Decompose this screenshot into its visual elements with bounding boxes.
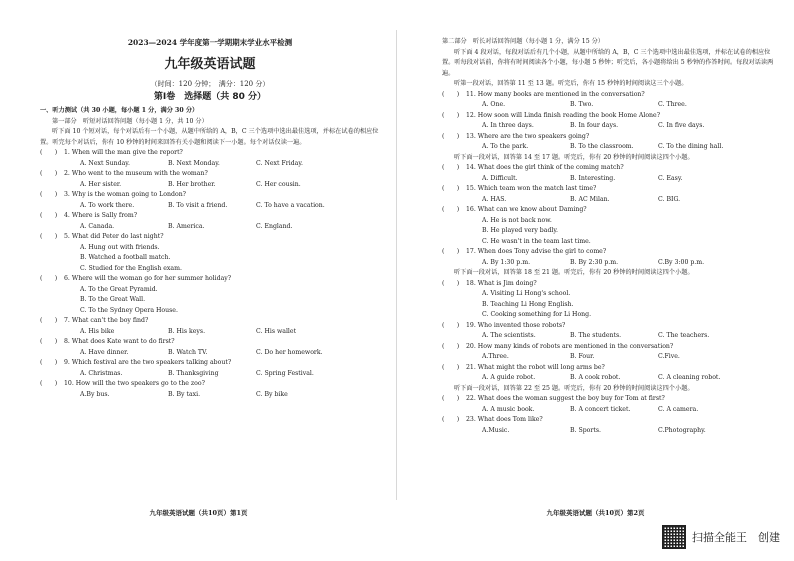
- question-row: [442, 205, 777, 216]
- answer-option: C. Spring Festival.: [256, 369, 314, 377]
- answer-bracket[interactable]: ( ): [40, 212, 58, 219]
- question-row: [40, 169, 380, 180]
- answer-bracket[interactable]: ( ): [40, 317, 58, 324]
- answer-option: B. By taxi.: [168, 390, 201, 398]
- answer-options: [40, 327, 380, 338]
- part-2-instructions: 听下面 4 段对话，每段对话后有几个小题，从题中所给的 A，B，C 三个选项中选出最佳选项，并标在试卷的相应位置。听每段对话前，你将有时间阅读各个小题，每小题 5 秒钟；听完后，各小题将给出 5 秒钟的作答时间。每段对话读两遍。: [442, 48, 774, 77]
- answer-option: B. To the Great Wall.: [80, 296, 146, 303]
- question-row: [40, 232, 380, 243]
- answer-options: [442, 426, 777, 437]
- answer-option: A. HAS.: [482, 195, 507, 203]
- question-row: [442, 394, 777, 405]
- answer-option: B. Watch TV.: [168, 348, 208, 356]
- page-1-footer: 九年级英语试题（共10页）第1页: [149, 509, 248, 517]
- answer-options: [442, 142, 777, 153]
- answer-bracket[interactable]: ( ): [40, 191, 58, 198]
- question-text: 3. Why is the woman going to London?: [64, 191, 186, 198]
- answer-option: C.By 3:00 p.m.: [658, 258, 705, 266]
- question-row: [442, 163, 777, 174]
- dialog-3-instructions: 听下面一段对话，回答第 18 至 21 题。听完后，你有 20 秒钟的时间阅读这四个小题。: [454, 269, 694, 276]
- answer-options: [40, 348, 380, 359]
- answer-option: A.Music.: [482, 426, 510, 434]
- question-row: [40, 190, 380, 201]
- question-row: [40, 379, 380, 390]
- answer-options: [40, 222, 380, 233]
- answer-options: [40, 180, 380, 191]
- answer-option: A. Next Sunday.: [80, 159, 130, 167]
- question-text: 8. What does Kate want to do first?: [64, 338, 175, 345]
- question-row: [442, 184, 777, 195]
- page-2: [397, 0, 794, 561]
- answer-option: C. BIG.: [658, 195, 681, 203]
- answer-option: B. To the classroom.: [570, 143, 634, 150]
- question-row: [40, 148, 380, 159]
- answer-option: C. The teachers.: [658, 332, 710, 339]
- answer-option: A. Difficult.: [482, 174, 518, 182]
- answer-bracket[interactable]: ( ): [442, 279, 460, 287]
- question-row: [442, 247, 777, 258]
- answer-option: C.Photography.: [658, 426, 706, 434]
- question-row: [442, 90, 777, 101]
- question-row: [40, 337, 380, 348]
- answer-bracket[interactable]: ( ): [442, 164, 460, 171]
- question-row: [40, 316, 380, 327]
- question-row: [442, 321, 777, 332]
- part-1-instructions: 听下面 10 个短对话，每个对话后有一个小题，从题中所给的 A，B，C 三个选项中选出最佳选项，并标在试卷的相应位置。听完每个对话后，你有 10 秒钟的时间来回答有关小题和阅读下一小题。每个对话仅读一遍。: [40, 128, 379, 146]
- question-row: [442, 342, 777, 353]
- answer-bracket[interactable]: ( ): [442, 90, 460, 98]
- answer-bracket[interactable]: ( ): [442, 185, 460, 192]
- question-group-2: [442, 163, 777, 268]
- dialog-4-instructions: 听下面一段对话，回答第 22 至 25 题。听完后，你有 20 秒钟的时间阅读这四个小题。: [454, 384, 694, 392]
- answer-option: B. A concert ticket.: [570, 405, 631, 413]
- answer-option: B. A cook robot.: [570, 374, 621, 381]
- question-text: 14. What does the girl think of the coming match?: [466, 164, 624, 171]
- answer-option: A. Have dinner.: [80, 348, 129, 356]
- answer-option: C. Studied for the English exam.: [80, 264, 182, 272]
- time-info: （时间：120 分钟； 满分：120 分）: [150, 80, 270, 88]
- question-group-1: [442, 90, 777, 153]
- answer-option: C. Her cousin.: [256, 180, 301, 188]
- answer-options: [40, 159, 380, 170]
- answer-option: B. Thanksgiving: [168, 369, 219, 377]
- question-text: 5. What did Peter do last night?: [64, 233, 164, 240]
- question-row: [442, 415, 777, 426]
- answer-bracket[interactable]: ( ): [40, 338, 58, 345]
- answer-bracket[interactable]: ( ): [442, 248, 460, 255]
- answer-option: B. Her brother.: [168, 180, 216, 188]
- answer-option: B. Watched a football match.: [80, 254, 171, 261]
- dialog-2-instructions: 听下面一段对话，回答第 14 至 17 题。听完后，你有 20 秒钟的时间阅读这四个小题。: [454, 153, 694, 161]
- answer-options: [442, 174, 777, 185]
- question-row: [40, 211, 380, 222]
- scanner-watermark: [662, 525, 780, 549]
- answer-option: C. By bike: [256, 390, 288, 398]
- question-text: 23. What does Tom like?: [466, 416, 543, 423]
- answer-option: C. Do her homework.: [256, 348, 323, 356]
- answer-option: A. Her sister.: [80, 180, 122, 188]
- answer-option: A. He is not back now.: [482, 216, 552, 224]
- question-text: 18. What is Jim doing?: [466, 279, 537, 287]
- question-text: 12. How soon will Linda finish reading the book Home Alone?: [466, 111, 661, 119]
- question-group-4: [442, 394, 777, 436]
- answer-option: B. Two.: [570, 101, 594, 108]
- question-text: 13. Where are the two speakers going?: [466, 132, 590, 140]
- answer-options: [40, 369, 380, 380]
- question-text: 21. What might the robot will long arms be?: [466, 363, 605, 371]
- answer-option: C. To the Sydney Opera House.: [80, 306, 178, 314]
- answer-option: A. To the Great Pyramid.: [80, 285, 158, 293]
- answer-bracket[interactable]: ( ): [442, 111, 460, 119]
- answer-option: A. A music book.: [482, 405, 535, 413]
- answer-option: C. England.: [256, 222, 293, 230]
- question-list-1: [40, 148, 380, 400]
- answer-options: [40, 390, 380, 401]
- answer-bracket[interactable]: ( ): [442, 132, 460, 140]
- question-text: 20. How many kinds of robots are mentioned in the conversation?: [466, 342, 674, 350]
- answer-options: [442, 121, 777, 132]
- answer-option: B. Four.: [570, 353, 595, 360]
- page-2-content: [442, 37, 777, 436]
- answer-options: [442, 258, 777, 269]
- question-text: 4. Where is Sally from?: [64, 212, 138, 219]
- answer-bracket[interactable]: ( ): [40, 359, 58, 366]
- answer-options: [40, 201, 380, 212]
- answer-option: A. One.: [482, 101, 506, 108]
- answer-options: [442, 352, 777, 363]
- part-1-heading: 第一部分 听短对话回答问题（每小题 1 分，共 10 分）: [52, 117, 208, 125]
- qr-code-icon: [662, 525, 686, 549]
- answer-option: B. Next Monday.: [168, 159, 220, 167]
- question-group-3: [442, 279, 777, 384]
- answer-option: C. Next Friday.: [256, 159, 303, 167]
- answer-bracket[interactable]: ( ): [40, 170, 58, 177]
- answer-option: A. Canada.: [80, 222, 115, 230]
- answer-option: B. America.: [168, 222, 205, 230]
- question-row: [442, 111, 777, 122]
- answer-option: C. To have a vacation.: [256, 201, 325, 209]
- answer-option: A. Christmas.: [80, 369, 123, 377]
- answer-option: C.Five.: [658, 353, 680, 360]
- answer-option: C. To the dining hall.: [658, 143, 724, 150]
- question-text: 11. How many books are mentioned in the conversation?: [466, 90, 645, 98]
- answer-option: B. The students.: [570, 332, 622, 339]
- page-1-content: [40, 37, 380, 400]
- volume-heading: 第Ⅰ卷 选择题（共 80 分）: [153, 92, 267, 102]
- answer-option: B. He played very badly.: [482, 227, 559, 234]
- section-1-heading: 一、听力测试（共 30 小题，每小题 1 分，满分 30 分）: [40, 107, 199, 114]
- answer-options: [442, 331, 777, 342]
- question-text: 22. What does the woman suggest the boy buy for Tom at first?: [466, 395, 665, 402]
- question-text: 19. Who invented those robots?: [466, 321, 566, 329]
- question-row: [442, 279, 777, 290]
- question-text: 16. What can we know about Daming?: [466, 206, 587, 213]
- answer-option: B. By 2:30 p.m.: [570, 258, 619, 266]
- answer-option: B. Teaching Li Hong English.: [482, 300, 574, 308]
- question-row: [40, 358, 380, 369]
- answer-bracket[interactable]: ( ): [40, 149, 58, 156]
- answer-options: [442, 100, 777, 111]
- exam-title: 九年级英语试题: [164, 57, 256, 72]
- answer-option: A. A guide robot.: [482, 374, 536, 381]
- question-row: [40, 274, 380, 285]
- question-text: 1. When will the man give the report?: [64, 149, 183, 156]
- part-2-heading: 第二部分 听长对话回答问题（每小题 1 分，满分 15 分）: [442, 38, 604, 45]
- question-text: 2. Who went to the museum with the woman?: [64, 170, 208, 177]
- answer-option: A. His bike: [80, 327, 115, 335]
- answer-bracket[interactable]: ( ): [442, 321, 460, 329]
- exam-header: 2023—2024 学年度第一学期期末学业水平检测: [127, 38, 293, 47]
- answer-option: A. By 1:30 p.m.: [482, 258, 531, 266]
- answer-option: B. In four days.: [570, 122, 619, 129]
- answer-option: C. His wallet: [256, 327, 297, 335]
- answer-bracket[interactable]: ( ): [442, 206, 460, 213]
- question-row: [442, 363, 777, 374]
- answer-option: C. In five days.: [658, 122, 705, 129]
- answer-option: B. AC Milan.: [570, 195, 610, 203]
- question-text: 6. Where will the woman go for her summer holiday?: [64, 275, 232, 282]
- answer-option: C. Easy.: [658, 174, 683, 182]
- watermark-text: 扫描全能王 创建: [692, 531, 780, 544]
- answer-bracket[interactable]: ( ): [40, 380, 58, 387]
- answer-bracket[interactable]: ( ): [442, 395, 460, 402]
- question-text: 17. When does Tony advise the girl to come?: [466, 248, 607, 255]
- answer-option: A. Visiting Li Hong's school.: [482, 290, 571, 297]
- answer-option: C. A cleaning robot.: [658, 374, 721, 381]
- question-text: 10. How will the two speakers go to the zoo?: [64, 380, 205, 387]
- question-text: 9. Which festival are the two speakers talking about?: [64, 359, 232, 366]
- answer-option: B. Interesting.: [570, 174, 616, 182]
- answer-options: [442, 373, 777, 384]
- answer-option: C. Cooking something for Li Hong.: [482, 311, 592, 318]
- answer-option: A. To work there.: [80, 201, 135, 209]
- answer-option: C. Three.: [658, 101, 687, 108]
- answer-options: [442, 405, 777, 416]
- answer-option: C. He wasn't in the team last time.: [482, 237, 591, 245]
- answer-bracket[interactable]: ( ): [40, 233, 58, 240]
- answer-option: B. His keys.: [168, 327, 206, 335]
- answer-option: C. A camera.: [658, 405, 699, 413]
- answer-option: A. To the park.: [482, 143, 529, 150]
- dialog-1-instructions: 听第一段对话，回答第 11 至 13 题。听完后，你有 15 秒钟的时间阅读这三个小题。: [454, 80, 688, 87]
- answer-option: A.By bus.: [80, 390, 110, 398]
- answer-options: [442, 195, 777, 206]
- question-row: [442, 132, 777, 143]
- question-text: 7. What can't the boy find?: [64, 317, 149, 324]
- answer-option: B. To visit a friend.: [168, 201, 228, 209]
- answer-bracket[interactable]: ( ): [442, 416, 460, 423]
- answer-bracket[interactable]: ( ): [40, 275, 58, 282]
- answer-option: A.Three.: [482, 353, 509, 360]
- page-2-footer: 九年级英语试题（共10页）第2页: [546, 509, 645, 517]
- answer-option: A. The scientists.: [482, 332, 536, 339]
- answer-bracket[interactable]: ( ): [442, 342, 460, 350]
- answer-option: B. Sports.: [570, 426, 601, 434]
- answer-bracket[interactable]: ( ): [442, 363, 460, 371]
- answer-option: A. Hung out with friends.: [80, 243, 160, 251]
- answer-option: A. In three days.: [482, 122, 534, 129]
- question-text: 15. Which team won the match last time?: [466, 185, 597, 192]
